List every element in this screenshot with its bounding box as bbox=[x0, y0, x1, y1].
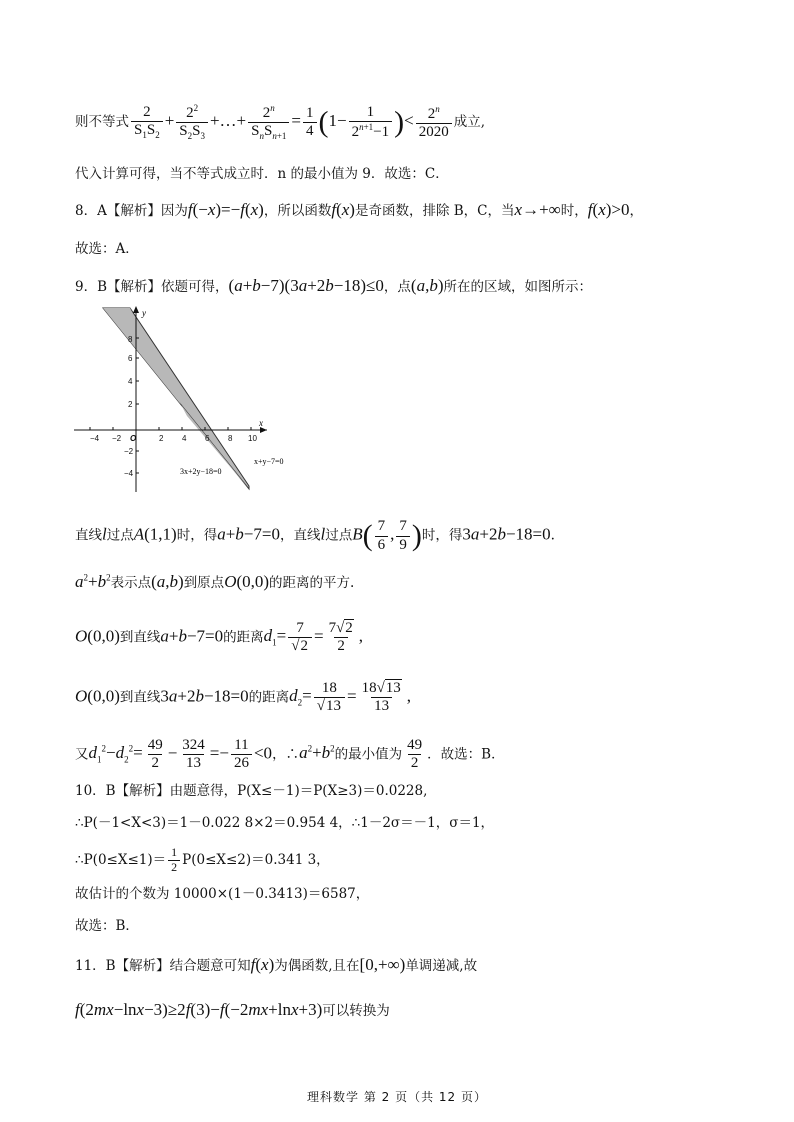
q9-line: 9．B【解析】依题可得，(a+b−7)(3a+2b−18)≤0，点(a,b)所在的区域，如图所示： bbox=[75, 276, 592, 295]
text-line: ∴P(－1<X<3)＝1－0.022 8×2＝0.954 4，∴1－2σ＝－1，σ＝1， bbox=[75, 815, 495, 831]
fraction: $\frac{2^n}{S_nS_{n+1}}$ bbox=[248, 103, 289, 142]
fraction: $\frac{18}{√13}$ bbox=[314, 680, 345, 716]
fraction: $\frac{49}{2}$ bbox=[407, 737, 423, 772]
y-tick-label: 6 bbox=[128, 354, 133, 363]
fraction: $\frac{11}{26}$ bbox=[231, 737, 252, 773]
fraction: $\frac{2}{S_1S_2}$ bbox=[131, 104, 163, 141]
q11-line: 11．B【解析】结合题意可知f(x)为偶函数,且在[0,+∞)单调递减,故 bbox=[75, 955, 478, 974]
d1-line: O(0,0)到直线a+b−7=0的距离$d_1=$ $\frac{7}{√2}$ = $\frac{7√2}{2}$ , bbox=[75, 620, 364, 655]
x-tick-label: 6 bbox=[205, 434, 210, 443]
line2-label: 3x+2y−18=0 bbox=[180, 467, 222, 476]
shaded-region-lower bbox=[103, 308, 249, 489]
q10-line: 10．B【解析】由题意得，P(X≤－1)＝P(X≥3)＝0.0228, bbox=[75, 783, 428, 799]
y-tick-label: −2 bbox=[124, 447, 134, 456]
fraction: $\frac{18√13}{13}$ bbox=[361, 680, 401, 715]
y-axis-label: y bbox=[142, 308, 146, 318]
q8-line: 8．A【解析】因为f(−x)=−f(x)，所以函数f(x)是奇函数，排除 B，C，当x→+∞时，f(x)>0， bbox=[75, 200, 643, 219]
y-tick-label: 8 bbox=[128, 335, 133, 344]
y-tick-label: 4 bbox=[128, 377, 133, 386]
y-tick-label: 2 bbox=[128, 400, 133, 409]
distance-square-line: $a^2+b^2$表示点(a,b)到原点O(0,0)的距离的平方. bbox=[75, 572, 355, 591]
fraction: $\frac{324}{13}$ bbox=[182, 737, 205, 772]
transform-line: f(2mx−lnx−3)≥2f(3)−f(−2mx+lnx+3)可以转换为 bbox=[75, 1000, 390, 1019]
fraction: $\frac{2^2}{S_2S_3}$ bbox=[176, 103, 208, 142]
fraction: $\frac{7√2}{2}$ bbox=[328, 620, 353, 655]
line1-label: x+y−7=0 bbox=[254, 457, 284, 466]
x-tick-label: 2 bbox=[159, 434, 164, 443]
fraction: $\frac{7}{9}$ bbox=[396, 518, 410, 554]
fraction: $\frac{1}{4}$ bbox=[303, 105, 317, 141]
fraction: $\frac{49}{2}$ bbox=[147, 737, 163, 772]
page-footer: 理科数学 第 2 页（共 12 页） bbox=[307, 1090, 487, 1104]
d2-line: O(0,0)到直线3a+2b−18=0的距离$d_2=$ $\frac{18}{√13}$ = $\frac{18√13}{13}$ , bbox=[75, 680, 412, 715]
half-prob-line: ∴P(0≤X≤1)＝ $\frac{1}{2}$ P(0≤X≤2)＝0.341 3， bbox=[75, 845, 330, 874]
points-line: 直线l过点A(1,1)时，得a+b−7=0，直线l过点B( $\frac{7}{6}$ , $\frac{7}{9}$ )时，得3a+2b−18=0. bbox=[75, 518, 555, 553]
x-tick-label: −4 bbox=[90, 434, 100, 443]
x-tick-label: 4 bbox=[182, 434, 187, 443]
compare-line: 又$d_1^2-d_2^2=$ $\frac{49}{2}$ − $\frac{324}{13}$ =− $\frac{11}{26}$ <0，$\therefore a^2+b^2$的最小值为 $\frac{49}{2}$ ．故选：B． bbox=[75, 737, 505, 772]
x-axis-label: x bbox=[259, 418, 263, 428]
fraction: $\frac{1}{2}$ bbox=[168, 846, 180, 875]
x-tick-label: 10 bbox=[248, 434, 257, 443]
x-tick-label: −2 bbox=[112, 434, 122, 443]
fraction: $\frac{7}{6}$ bbox=[375, 518, 389, 554]
origin-label: O bbox=[130, 434, 137, 443]
text-line: 故估计的个数为 10000×(1－0.3413)＝6587， bbox=[75, 886, 370, 902]
y-tick-label: −4 bbox=[124, 469, 134, 478]
text-line: 代入计算可得，当不等式成立时．n 的最小值为 9．故选：C． bbox=[75, 166, 449, 182]
y-axis-arrow bbox=[133, 306, 139, 313]
x-tick-label: 8 bbox=[228, 434, 233, 443]
fraction: $\frac{7}{√2}$ bbox=[288, 620, 312, 656]
fraction: $\frac{2^n}{2020}$ bbox=[416, 104, 452, 142]
fraction: $\frac{1}{2^{n+1}-1}$ bbox=[349, 104, 393, 142]
inequality-sum-line: 则不等式 $\frac{2}{S_1S_2}$ + $\frac{2^2}{S_2S_3}$ +…+ $\frac{2^n}{S_nS_{n+1}}$ = $\frac{1}{4}$ (1− $\frac{1}{2^{n+1}-1}$ )< $\frac{2^n}{2020}$ 成立, bbox=[75, 103, 486, 142]
text-line: 故选：A． bbox=[75, 241, 139, 257]
text-line: 故选：B． bbox=[75, 918, 139, 934]
region-graph bbox=[72, 302, 284, 494]
